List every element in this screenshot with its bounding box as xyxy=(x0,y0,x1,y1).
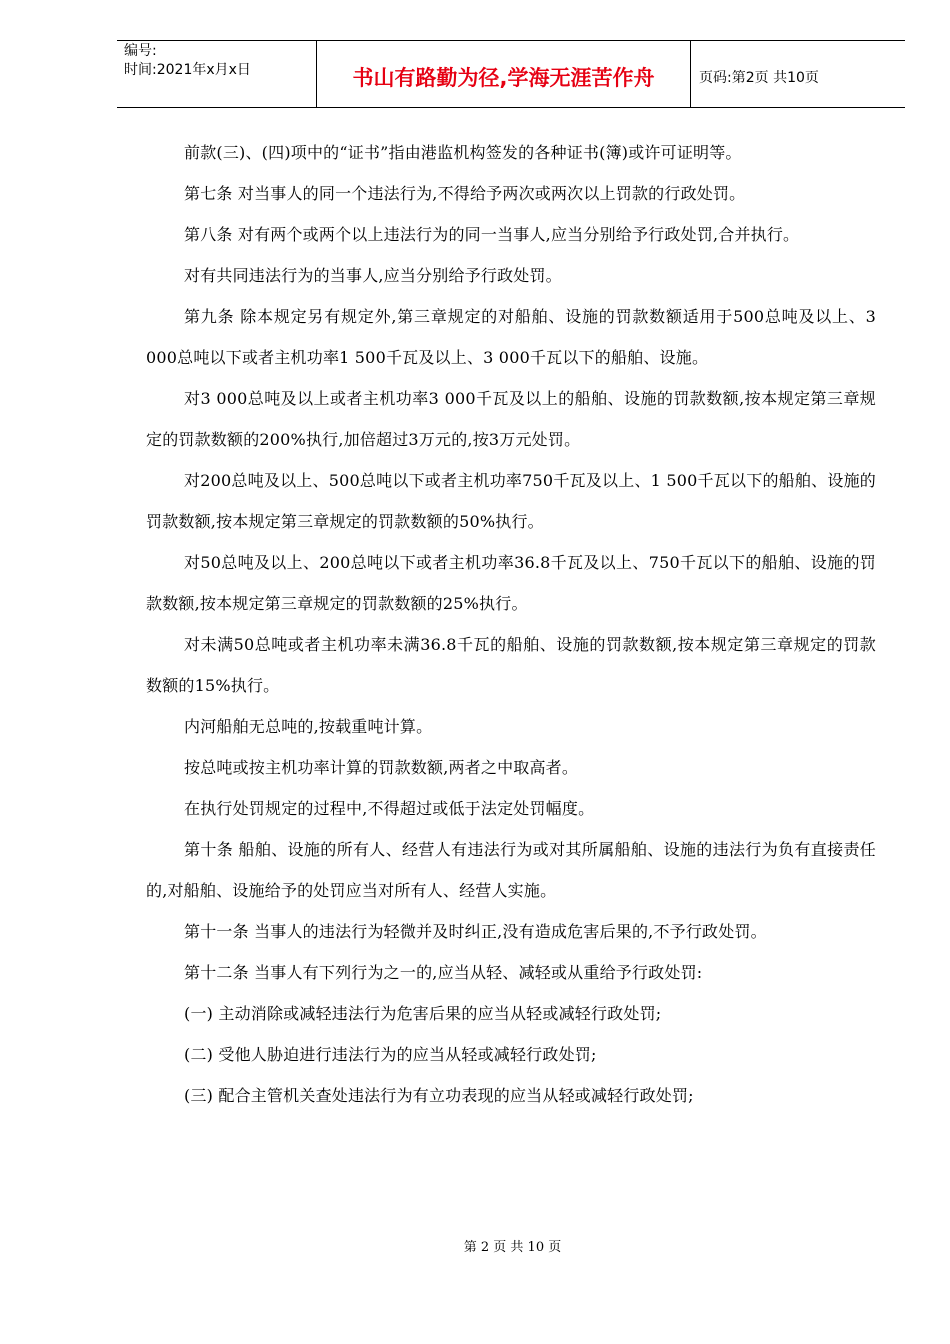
paragraph: 第七条 对当事人的同一个违法行为,不得给予两次或两次以上罚款的行政处罚。 xyxy=(184,184,746,203)
time-label: 时间:2021年x月x日 xyxy=(124,62,251,78)
document-body xyxy=(146,132,876,1116)
list-item: (三) 配合主管机关查处违法行为有立功表现的应当从轻或减轻行政处罚; xyxy=(184,1086,694,1105)
header-page-label: 页码:第2页 共10页 xyxy=(699,70,819,86)
header-motto: 书山有路勤为径,学海无涯苦作舟 xyxy=(317,41,691,107)
list-item: (二) 受他人胁迫进行违法行为的应当从轻或减轻行政处罚; xyxy=(184,1045,597,1064)
paragraph: 在执行处罚规定的过程中,不得超过或低于法定处罚幅度。 xyxy=(184,799,595,818)
paragraph: 按总吨或按主机功率计算的罚款数额,两者之中取高者。 xyxy=(184,758,579,777)
paragraph: 对3 000总吨及以上或者主机功率3 000千瓦及以上的船舶、设施的罚款数额,按本规定第三章规定的罚款数额的200%执行,加倍超过3万元的,按3万元处罚。 xyxy=(146,389,876,449)
paragraph: 第十二条 当事人有下列行为之一的,应当从轻、减轻或从重给予行政处罚: xyxy=(184,963,703,982)
paragraph: 内河船舶无总吨的,按载重吨计算。 xyxy=(184,717,433,736)
header-meta xyxy=(117,41,317,107)
paragraph: 第九条 除本规定另有规定外,第三章规定的对船舶、设施的罚款数额适用于500总吨及以上、3 000总吨以下或者主机功率1 500千瓦及以上、3 000千瓦以下的船舶、设施。 xyxy=(146,307,876,367)
paragraph: 第十条 船舶、设施的所有人、经营人有违法行为或对其所属船舶、设施的违法行为负有直接责任的,对船舶、设施给予的处罚应当对所有人、经营人实施。 xyxy=(146,840,876,900)
paragraph: 第八条 对有两个或两个以上违法行为的同一当事人,应当分别给予行政处罚,合并执行。 xyxy=(184,225,800,244)
paragraph: 对有共同违法行为的当事人,应当分别给予行政处罚。 xyxy=(184,266,562,285)
paragraph: 对未满50总吨或者主机功率未满36.8千瓦的船舶、设施的罚款数额,按本规定第三章规定的罚款数额的15%执行。 xyxy=(146,635,876,695)
list-item: (一) 主动消除或减轻违法行为危害后果的应当从轻或减轻行政处罚; xyxy=(184,1004,662,1023)
paragraph: 前款(三)、(四)项中的“证书”指由港监机构签发的各种证书(簿)或许可证明等。 xyxy=(184,143,742,162)
page-footer: 第 2 页 共 10 页 xyxy=(463,1240,562,1255)
paragraph: 对200总吨及以上、500总吨以下或者主机功率750千瓦及以上、1 500千瓦以下的船舶、设施的罚款数额,按本规定第三章规定的罚款数额的50%执行。 xyxy=(146,471,876,531)
code-label: 编号: xyxy=(124,43,157,59)
paragraph: 第十一条 当事人的违法行为轻微并及时纠正,没有造成危害后果的,不予行政处罚。 xyxy=(184,922,767,941)
paragraph: 对50总吨及以上、200总吨以下或者主机功率36.8千瓦及以上、750千瓦以下的船舶、设施的罚款数额,按本规定第三章规定的罚款数额的25%执行。 xyxy=(146,553,876,613)
page-header xyxy=(117,40,905,108)
